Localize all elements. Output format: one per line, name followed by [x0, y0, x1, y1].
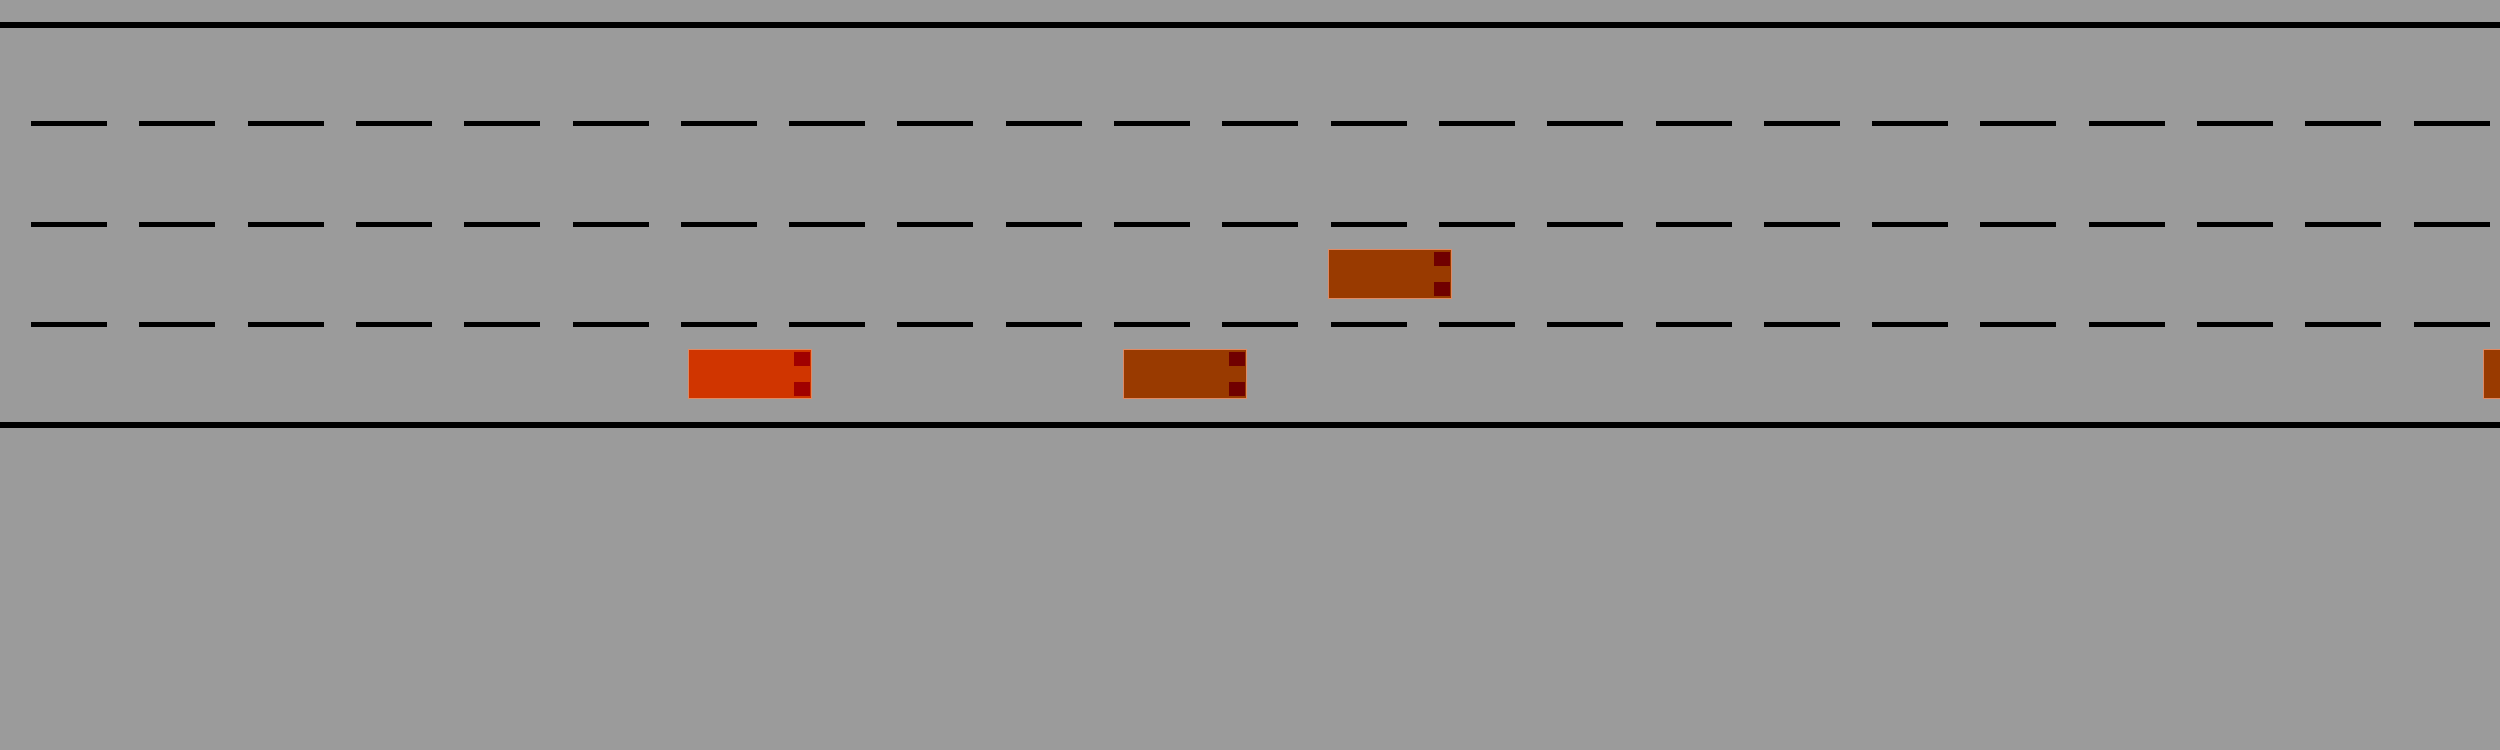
- lane-dash: [789, 121, 865, 126]
- lane-dash: [897, 121, 973, 126]
- lane-dash: [1222, 322, 1298, 327]
- lane-dash: [2414, 222, 2490, 227]
- lane-divider-3: [0, 322, 2500, 327]
- lane-dash: [31, 322, 107, 327]
- lane-dash: [1872, 322, 1948, 327]
- lane-dash: [1764, 222, 1840, 227]
- lane-dash: [1114, 121, 1190, 126]
- lane-dash: [573, 322, 649, 327]
- lane-dash: [1222, 121, 1298, 126]
- lane-dash: [573, 222, 649, 227]
- lane-dash: [1439, 121, 1515, 126]
- lane-dash: [1331, 322, 1407, 327]
- lane-dash: [356, 322, 432, 327]
- ego-vehicle: [688, 349, 812, 399]
- lane-dash: [789, 322, 865, 327]
- lane-dash: [2305, 322, 2381, 327]
- lane-dash: [2414, 121, 2490, 126]
- lane-divider-2: [0, 222, 2500, 227]
- lane-dash: [1006, 322, 1082, 327]
- traffic-car-2: [1328, 249, 1452, 299]
- lane-dash: [1980, 322, 2056, 327]
- lane-dash: [1656, 121, 1732, 126]
- lane-dash: [248, 322, 324, 327]
- lane-dash: [1547, 222, 1623, 227]
- traffic-car-2-light-top: [1434, 252, 1450, 266]
- lane-dash: [1547, 121, 1623, 126]
- lane-dash: [248, 222, 324, 227]
- lane-dash: [2089, 121, 2165, 126]
- traffic-car-1: [1123, 349, 1247, 399]
- lane-dash: [248, 121, 324, 126]
- ego-vehicle-light-top: [794, 352, 810, 366]
- lane-dash: [1331, 121, 1407, 126]
- road-edge-bottom: [0, 422, 2500, 428]
- lane-dash: [2089, 222, 2165, 227]
- lane-dash: [1980, 121, 2056, 126]
- lane-dash: [897, 322, 973, 327]
- lane-dash: [897, 222, 973, 227]
- traffic-car-3: [2483, 349, 2500, 399]
- lane-dash: [31, 121, 107, 126]
- lane-dash: [789, 222, 865, 227]
- road-edge-top: [0, 22, 2500, 28]
- traffic-car-2-light-bottom: [1434, 282, 1450, 296]
- lane-dash: [2305, 121, 2381, 126]
- lane-dash: [1006, 222, 1082, 227]
- lane-dash: [573, 121, 649, 126]
- lane-dash: [31, 222, 107, 227]
- lane-dash: [1656, 222, 1732, 227]
- lane-dash: [139, 222, 215, 227]
- lane-dash: [139, 121, 215, 126]
- lane-dash: [1980, 222, 2056, 227]
- lane-dash: [356, 121, 432, 126]
- lane-dash: [1114, 222, 1190, 227]
- lane-dash: [1764, 322, 1840, 327]
- lane-dash: [356, 222, 432, 227]
- lane-dash: [2197, 322, 2273, 327]
- lane-dash: [1872, 222, 1948, 227]
- lane-dash: [2414, 322, 2490, 327]
- traffic-car-1-light-bottom: [1229, 382, 1245, 396]
- lane-dash: [2089, 322, 2165, 327]
- lane-dash: [1656, 322, 1732, 327]
- lane-dash: [139, 322, 215, 327]
- lane-dash: [2197, 121, 2273, 126]
- lane-divider-1: [0, 121, 2500, 126]
- traffic-car-1-light-top: [1229, 352, 1245, 366]
- lane-dash: [1114, 322, 1190, 327]
- ego-vehicle-light-bottom: [794, 382, 810, 396]
- lane-dash: [1439, 222, 1515, 227]
- lane-dash: [681, 322, 757, 327]
- lane-dash: [1547, 322, 1623, 327]
- lane-dash: [1006, 121, 1082, 126]
- lane-dash: [1764, 121, 1840, 126]
- lane-dash: [2305, 222, 2381, 227]
- lane-dash: [681, 121, 757, 126]
- lane-dash: [1872, 121, 1948, 126]
- lane-dash: [681, 222, 757, 227]
- lane-dash: [1222, 222, 1298, 227]
- lane-dash: [1439, 322, 1515, 327]
- lane-dash: [464, 322, 540, 327]
- lane-dash: [1331, 222, 1407, 227]
- lane-dash: [464, 222, 540, 227]
- lane-dash: [464, 121, 540, 126]
- lane-dash: [2197, 222, 2273, 227]
